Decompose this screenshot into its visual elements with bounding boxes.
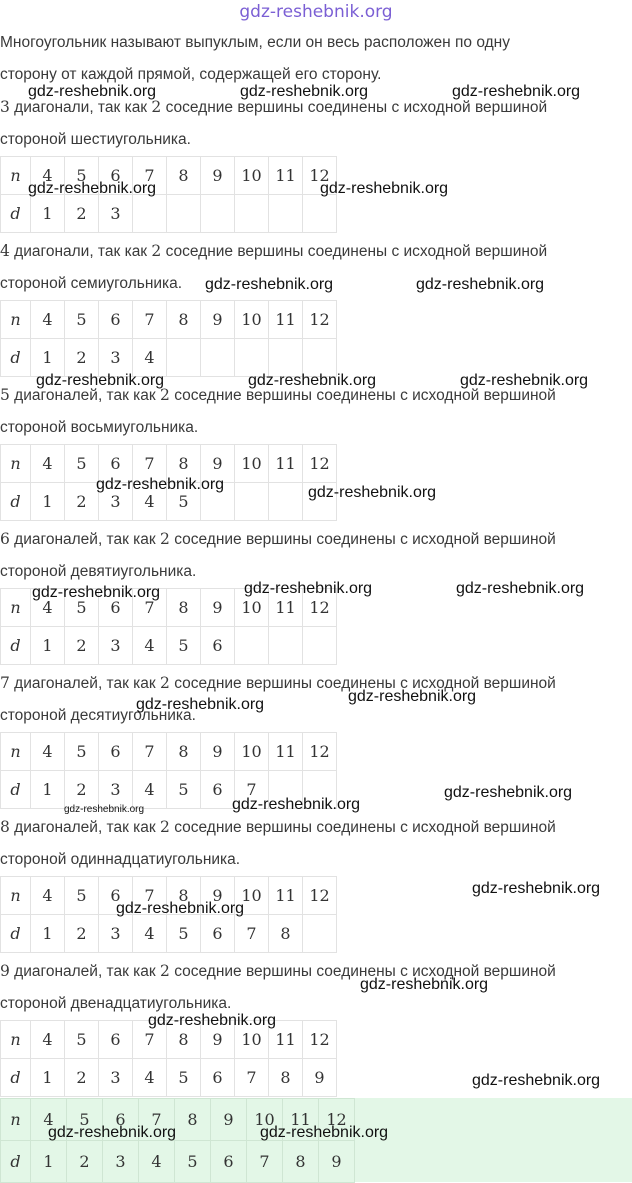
table-cell-n: 6 xyxy=(99,1021,133,1059)
table-cell-d: 4 xyxy=(133,771,167,809)
table-cell-n: 9 xyxy=(201,157,235,195)
table-cell-d: 7 xyxy=(235,915,269,953)
table-cell-n: 12 xyxy=(303,301,337,339)
table-cell-n: 5 xyxy=(65,1021,99,1059)
table-cell-d: 6 xyxy=(201,915,235,953)
table-cell-d: 3 xyxy=(99,915,133,953)
table-cell-n: 4 xyxy=(31,1021,65,1059)
table-cell-d: 1 xyxy=(31,1141,67,1183)
sentence-text: диагоналей, так как xyxy=(9,819,161,836)
table-cell-n: 7 xyxy=(133,733,167,771)
table-cell-d: 9 xyxy=(303,1059,337,1097)
table-cell-n: 11 xyxy=(269,301,303,339)
table-cell-n: 4 xyxy=(31,589,65,627)
table-cell-n: 12 xyxy=(303,877,337,915)
watermark: gdz-reshebnik.org xyxy=(28,180,157,197)
table-cell-d: 6 xyxy=(201,627,235,665)
table-cell-d: 4 xyxy=(133,339,167,377)
table-cell-n: 7 xyxy=(133,157,167,195)
site-header-link[interactable]: gdz-reshebnik.org xyxy=(239,2,393,22)
row-label-d: d xyxy=(1,195,31,233)
intro-line-2: сторону от каждой прямой, содержащей его сторону. xyxy=(0,66,382,83)
table-cell-d xyxy=(303,627,337,665)
block-sentence-line2: стороной десятиугольника. xyxy=(0,707,196,724)
table-cell-n: 4 xyxy=(31,1099,67,1141)
table-cell-d: 4 xyxy=(133,483,167,521)
watermark: gdz-reshebnik.org xyxy=(472,880,601,897)
watermark: gdz-reshebnik.org xyxy=(36,372,165,389)
table-cell-d: 1 xyxy=(31,915,65,953)
table-cell-n: 4 xyxy=(31,445,65,483)
table-cell-d: 2 xyxy=(65,339,99,377)
intro-line-1: Многоугольник называют выпуклым, если он весь расположен по одну xyxy=(0,34,510,51)
table-cell-n: 11 xyxy=(283,1099,319,1141)
watermark: gdz-reshebnik.org xyxy=(452,83,581,100)
table-cell-n: 11 xyxy=(269,445,303,483)
table-cell-n: 11 xyxy=(269,157,303,195)
sentence-text: диагонали, так как xyxy=(9,99,152,116)
table-cell-d: 4 xyxy=(139,1141,175,1183)
row-label-d: d xyxy=(1,771,31,809)
watermark: gdz-reshebnik.org xyxy=(460,372,589,389)
table-cell-d: 8 xyxy=(269,915,303,953)
table-cell-n: 10 xyxy=(247,1099,283,1141)
row-label-d: d xyxy=(1,1059,31,1097)
row-label-d: d xyxy=(1,339,31,377)
table-cell-n: 10 xyxy=(235,877,269,915)
table-cell-d xyxy=(269,483,303,521)
table-cell-d xyxy=(201,339,235,377)
neighbor-count: 2 xyxy=(160,386,170,404)
table-cell-d: 3 xyxy=(99,627,133,665)
diagonal-count: 5 xyxy=(0,386,10,404)
table-cell-d: 2 xyxy=(65,1059,99,1097)
table-cell-n: 9 xyxy=(201,445,235,483)
table-cell-n: 5 xyxy=(65,445,99,483)
block-sentence-line2: стороной восьмиугольника. xyxy=(0,419,199,436)
watermark: gdz-reshebnik.org xyxy=(444,784,573,801)
watermark: gdz-reshebnik.org xyxy=(248,372,377,389)
row-label-d: d xyxy=(1,915,31,953)
sentence-text: соседние вершины соединены с исходной вершиной xyxy=(169,531,556,548)
table-cell-n: 10 xyxy=(235,733,269,771)
table-cell-n: 4 xyxy=(31,733,65,771)
row-label-n: n xyxy=(1,157,31,195)
table-cell-d: 5 xyxy=(167,627,201,665)
table-cell-n: 5 xyxy=(65,877,99,915)
row-label-n: n xyxy=(1,733,31,771)
diagonal-count: 6 xyxy=(0,530,10,548)
table-cell-n: 5 xyxy=(65,301,99,339)
table-cell-n: 6 xyxy=(103,1099,139,1141)
table-cell-n: 9 xyxy=(201,877,235,915)
table-row-n xyxy=(1,733,337,771)
watermark: gdz-reshebnik.org xyxy=(148,1012,277,1029)
row-label-n: n xyxy=(1,1021,31,1059)
table-cell-n: 6 xyxy=(99,301,133,339)
table-cell-n: 8 xyxy=(167,445,201,483)
watermark: gdz-reshebnik.org xyxy=(136,696,265,713)
watermark: gdz-reshebnik.org xyxy=(260,1124,389,1141)
table-cell-n: 12 xyxy=(319,1099,355,1141)
table-cell-d: 8 xyxy=(269,1059,303,1097)
table-cell-n: 12 xyxy=(303,445,337,483)
table-cell-d xyxy=(269,195,303,233)
block-sentence xyxy=(0,817,556,838)
table-cell-n: 4 xyxy=(31,157,65,195)
row-label-n: n xyxy=(1,301,31,339)
table-cell-n: 7 xyxy=(133,1021,167,1059)
table-cell-d xyxy=(269,339,303,377)
table-cell-d: 1 xyxy=(31,627,65,665)
row-label-d: d xyxy=(1,1141,31,1183)
watermark: gdz-reshebnik.org xyxy=(240,83,369,100)
block-sentence xyxy=(0,241,547,262)
table-cell-n: 5 xyxy=(65,589,99,627)
table-cell-d: 3 xyxy=(99,1059,133,1097)
watermark: gdz-reshebnik.org xyxy=(116,900,245,917)
table-cell-d: 7 xyxy=(235,1059,269,1097)
neighbor-count: 2 xyxy=(160,674,170,692)
watermark: gdz-reshebnik.org xyxy=(360,976,489,993)
table-cell-d: 2 xyxy=(65,915,99,953)
nd-table xyxy=(0,1020,337,1097)
table-cell-n: 7 xyxy=(133,589,167,627)
table-cell-n: 6 xyxy=(99,589,133,627)
watermark: gdz-reshebnik.org xyxy=(308,484,437,501)
block-sentence-line2: стороной одиннадцатиугольника. xyxy=(0,851,241,868)
sentence-text: диагоналей, так как xyxy=(9,387,161,404)
table-cell-d xyxy=(303,339,337,377)
block-sentence-line2: стороной семиугольника. xyxy=(0,275,183,292)
table-cell-d xyxy=(167,195,201,233)
sentence-text: диагоналей, так как xyxy=(9,675,161,692)
table-cell-d: 5 xyxy=(175,1141,211,1183)
table-cell-d: 1 xyxy=(31,339,65,377)
sentence-text: соседние вершины соединены с исходной вершиной xyxy=(169,963,556,980)
diagonal-count: 8 xyxy=(0,818,10,836)
watermark: gdz-reshebnik.org xyxy=(32,584,161,601)
table-cell-d xyxy=(201,195,235,233)
table-cell-d: 1 xyxy=(31,1059,65,1097)
table-cell-n: 5 xyxy=(67,1099,103,1141)
row-label-d: d xyxy=(1,483,31,521)
table-cell-n: 8 xyxy=(167,877,201,915)
table-cell-d: 1 xyxy=(31,195,65,233)
watermark: gdz-reshebnik.org xyxy=(64,804,145,815)
table-cell-n: 7 xyxy=(133,877,167,915)
block-sentence xyxy=(0,529,556,550)
table-cell-n: 12 xyxy=(303,1021,337,1059)
sentence-text: соседние вершины соединены с исходной вершиной xyxy=(161,243,548,260)
table-cell-n: 8 xyxy=(167,589,201,627)
table-cell-d: 3 xyxy=(99,771,133,809)
table-row-d xyxy=(1,1141,355,1183)
table-cell-n: 11 xyxy=(269,877,303,915)
neighbor-count: 2 xyxy=(151,98,162,116)
table-cell-d: 3 xyxy=(103,1141,139,1183)
table-cell-d: 6 xyxy=(201,771,235,809)
neighbor-count: 2 xyxy=(160,818,170,836)
table-cell-n: 6 xyxy=(99,733,133,771)
table-cell-n: 7 xyxy=(139,1099,175,1141)
table-cell-n: 11 xyxy=(269,733,303,771)
table-cell-n: 10 xyxy=(235,1021,269,1059)
sentence-text: соседние вершины соединены с исходной вершиной xyxy=(169,387,556,404)
watermark: gdz-reshebnik.org xyxy=(320,180,449,197)
table-cell-n: 6 xyxy=(99,877,133,915)
table-cell-d: 2 xyxy=(65,771,99,809)
table-cell-n: 12 xyxy=(303,589,337,627)
table-cell-d: 3 xyxy=(99,195,133,233)
table-cell-d: 3 xyxy=(99,339,133,377)
neighbor-count: 2 xyxy=(151,242,162,260)
table-cell-n: 8 xyxy=(167,301,201,339)
watermark: gdz-reshebnik.org xyxy=(48,1124,177,1141)
table-row-d xyxy=(1,915,337,953)
table-cell-d xyxy=(303,915,337,953)
row-label-n: n xyxy=(1,445,31,483)
table-cell-d xyxy=(269,627,303,665)
table-cell-n: 4 xyxy=(31,877,65,915)
sentence-text: соседние вершины соединены с исходной вершиной xyxy=(161,99,548,116)
sentence-text: соседние вершины соединены с исходной вершиной xyxy=(169,819,556,836)
table-cell-d xyxy=(167,339,201,377)
table-cell-n: 11 xyxy=(269,589,303,627)
table-cell-n: 9 xyxy=(201,1021,235,1059)
table-cell-n: 9 xyxy=(201,589,235,627)
row-label-n: n xyxy=(1,589,31,627)
table-cell-n: 10 xyxy=(235,589,269,627)
table-cell-n: 5 xyxy=(65,157,99,195)
table-cell-n: 7 xyxy=(133,445,167,483)
table-cell-d: 2 xyxy=(65,483,99,521)
table-cell-d: 8 xyxy=(283,1141,319,1183)
sentence-text: соседние вершины соединены с исходной вершиной xyxy=(169,675,556,692)
table-cell-n: 12 xyxy=(303,733,337,771)
table-cell-d xyxy=(235,339,269,377)
table-cell-d: 5 xyxy=(167,1059,201,1097)
table-cell-d xyxy=(235,627,269,665)
table-cell-d: 6 xyxy=(201,1059,235,1097)
watermark: gdz-reshebnik.org xyxy=(244,580,373,597)
table-cell-d: 4 xyxy=(133,915,167,953)
diagonal-count: 4 xyxy=(0,242,10,260)
table-cell-n: 11 xyxy=(269,1021,303,1059)
sentence-text: диагоналей, так как xyxy=(9,963,161,980)
table-cell-n: 7 xyxy=(133,301,167,339)
table-row-d xyxy=(1,339,337,377)
watermark: gdz-reshebnik.org xyxy=(348,688,477,705)
table-cell-d: 2 xyxy=(67,1141,103,1183)
table-row-n xyxy=(1,301,337,339)
sentence-text: диагоналей, так как xyxy=(9,531,161,548)
table-cell-n: 8 xyxy=(167,157,201,195)
block-sentence-line2: стороной двенадцатиугольника. xyxy=(0,995,232,1012)
diagonal-count: 9 xyxy=(0,962,10,980)
sentence-text: диагонали, так как xyxy=(9,243,152,260)
table-cell-d: 5 xyxy=(167,771,201,809)
row-label-n: n xyxy=(1,877,31,915)
table-cell-n: 9 xyxy=(201,733,235,771)
neighbor-count: 2 xyxy=(160,530,170,548)
table-cell-d xyxy=(235,483,269,521)
table-cell-n: 9 xyxy=(211,1099,247,1141)
table-cell-d: 2 xyxy=(65,627,99,665)
watermark: gdz-reshebnik.org xyxy=(96,476,225,493)
table-cell-n: 8 xyxy=(167,1021,201,1059)
table-cell-n: 6 xyxy=(99,157,133,195)
table-cell-n: 10 xyxy=(235,445,269,483)
table-row-d xyxy=(1,195,337,233)
watermark: gdz-reshebnik.org xyxy=(232,796,361,813)
table-cell-d xyxy=(303,195,337,233)
watermark: gdz-reshebnik.org xyxy=(205,276,334,293)
table-cell-d: 1 xyxy=(31,771,65,809)
watermark: gdz-reshebnik.org xyxy=(456,580,585,597)
watermark: gdz-reshebnik.org xyxy=(28,83,157,100)
table-cell-d: 4 xyxy=(133,627,167,665)
table-cell-d: 9 xyxy=(319,1141,355,1183)
table-cell-d: 5 xyxy=(167,915,201,953)
table-cell-d: 6 xyxy=(211,1141,247,1183)
table-cell-d xyxy=(235,195,269,233)
diagonal-count: 3 xyxy=(0,98,10,116)
table-cell-d: 3 xyxy=(99,483,133,521)
table-row-d xyxy=(1,1059,337,1097)
table-cell-d: 7 xyxy=(235,771,269,809)
nd-table xyxy=(0,300,337,377)
table-cell-d: 5 xyxy=(167,483,201,521)
table-cell-d: 7 xyxy=(247,1141,283,1183)
table-cell-n: 10 xyxy=(235,157,269,195)
table-cell-n: 6 xyxy=(99,445,133,483)
table-cell-d: 2 xyxy=(65,195,99,233)
row-label-n: n xyxy=(1,1099,31,1141)
watermark: gdz-reshebnik.org xyxy=(416,276,545,293)
table-cell-d xyxy=(133,195,167,233)
table-cell-n: 8 xyxy=(175,1099,211,1141)
table-cell-n: 4 xyxy=(31,301,65,339)
row-label-d: d xyxy=(1,627,31,665)
table-cell-d: 1 xyxy=(31,483,65,521)
table-cell-n: 8 xyxy=(167,733,201,771)
table-row-d xyxy=(1,627,337,665)
table-cell-d: 4 xyxy=(133,1059,167,1097)
block-sentence-line2: стороной девятиугольника. xyxy=(0,563,197,580)
table-cell-n: 12 xyxy=(303,157,337,195)
neighbor-count: 2 xyxy=(160,962,170,980)
watermark: gdz-reshebnik.org xyxy=(472,1072,601,1089)
table-cell-n: 9 xyxy=(201,301,235,339)
table-cell-n: 10 xyxy=(235,301,269,339)
table-cell-n: 5 xyxy=(65,733,99,771)
diagonal-count: 7 xyxy=(0,674,10,692)
block-sentence-line2: стороной шестиугольника. xyxy=(0,131,191,148)
